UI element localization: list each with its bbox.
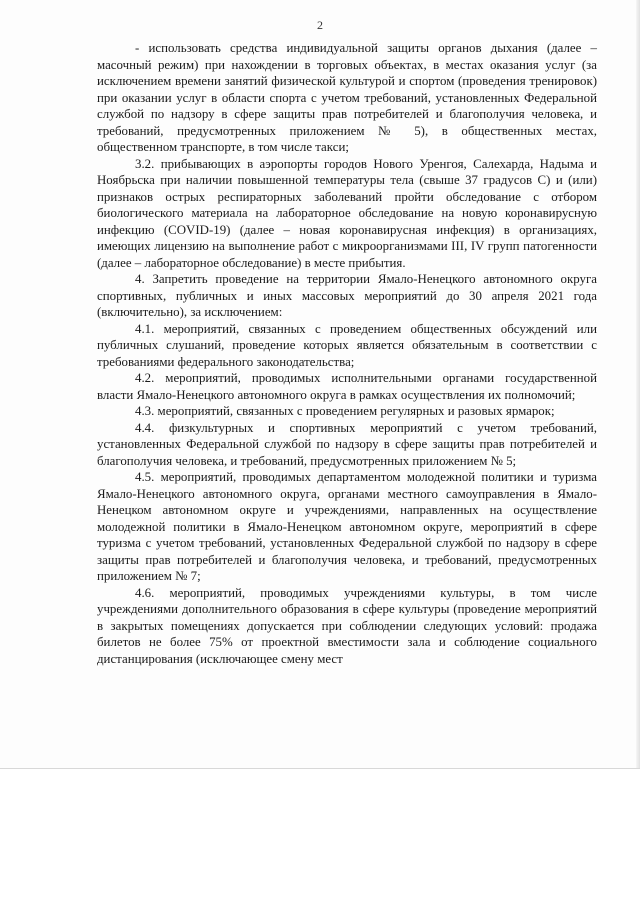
paragraph-3-2: 3.2. прибывающих в аэропорты городов Нового Уренгоя, Салехарда, Надыма и Ноябрьска при наличии повышенной температуры тела (свыше 37 градусов С) и (или) признаков острых респираторных заболеваний пройти обследование с отбором биологического материала на лабораторное обследование на новую коронавирусную инфекцию (COVID-19) (далее – новая коронавирусная инфекция) в организациях, имеющих лицензию на выполнение работ с микроорганизмами III, IV групп патогенности (далее – лабораторное обследование) в месте прибытия. — [97, 156, 597, 270]
paragraph-4-4: 4.4. физкультурных и спортивных мероприятий с учетом требований, установленных Федеральной службой по надзору в сфере защиты прав потребителей и благополучия человека, и требований, предусмотренных приложением № 5; — [97, 420, 597, 468]
page-number: 2 — [317, 18, 323, 32]
paragraph-4-2: 4.2. мероприятий, проводимых исполнительными органами государственной власти Ямало-Ненецкого автономного округа в рамках осуществления их полномочий; — [97, 371, 597, 402]
paragraph-4-5: 4.5. мероприятий, проводимых департаментом молодежной политики и туризма Ямало-Ненецкого автономного округа, органами местного самоуправления в Ямало-Ненецком автономном округе и учреждениями, направленных на осуществление молодежной политики в Ямало-Ненецком автономном округе, мероприятий в сфере туризма с учетом требований, установленных Федеральной службой по надзору в сфере защиты прав потребителей и благополучия человека, и требований, предусмотренных приложением № 7; — [97, 470, 597, 583]
paragraph-4-1: 4.1. мероприятий, связанных с проведением общественных обсуждений или публичных слушаний, проведение которых является обязательным в соответствии с требованиями федерального законодательства; — [97, 321, 597, 369]
scan-edge-shadow — [636, 0, 640, 768]
paragraph-4-3: 4.3. мероприятий, связанных с проведением регулярных и разовых ярмарок; — [135, 404, 555, 418]
paragraph-mask-mode: - использовать средства индивидуальной защиты органов дыхания (далее – масочный режим) при нахождении в торговых объектах, в местах оказания услуг (за исключением времени занятий физической культурой и спортом (проведения тренировок) при оказании услуг в области спорта с учетом требований, установленных Федеральной службой по надзору в сфере защиты прав потребителей и благополучия человека, и требований, предусмотренных приложением № 5), в общественных местах, общественном транспорте, в том числе такси; — [97, 41, 597, 154]
paragraph-4: 4. Запретить проведение на территории Ямало-Ненецкого автономного округа спортивных, публичных и иных массовых мероприятий до 30 апреля 2021 года (включительно), за исключением: — [97, 272, 597, 319]
document-body — [97, 40, 597, 667]
paragraph-4-6: 4.6. мероприятий, проводимых учреждениями культуры, в том числе учреждениями дополнительного образования в сфере культуры (проведение мероприятий в закрытых помещениях допускается при соблюдении следующих условий: продажа билетов не более 75% от проектной вместимости зала и соблюдение социального дистанцирования (исключающее смену мест — [97, 585, 597, 666]
